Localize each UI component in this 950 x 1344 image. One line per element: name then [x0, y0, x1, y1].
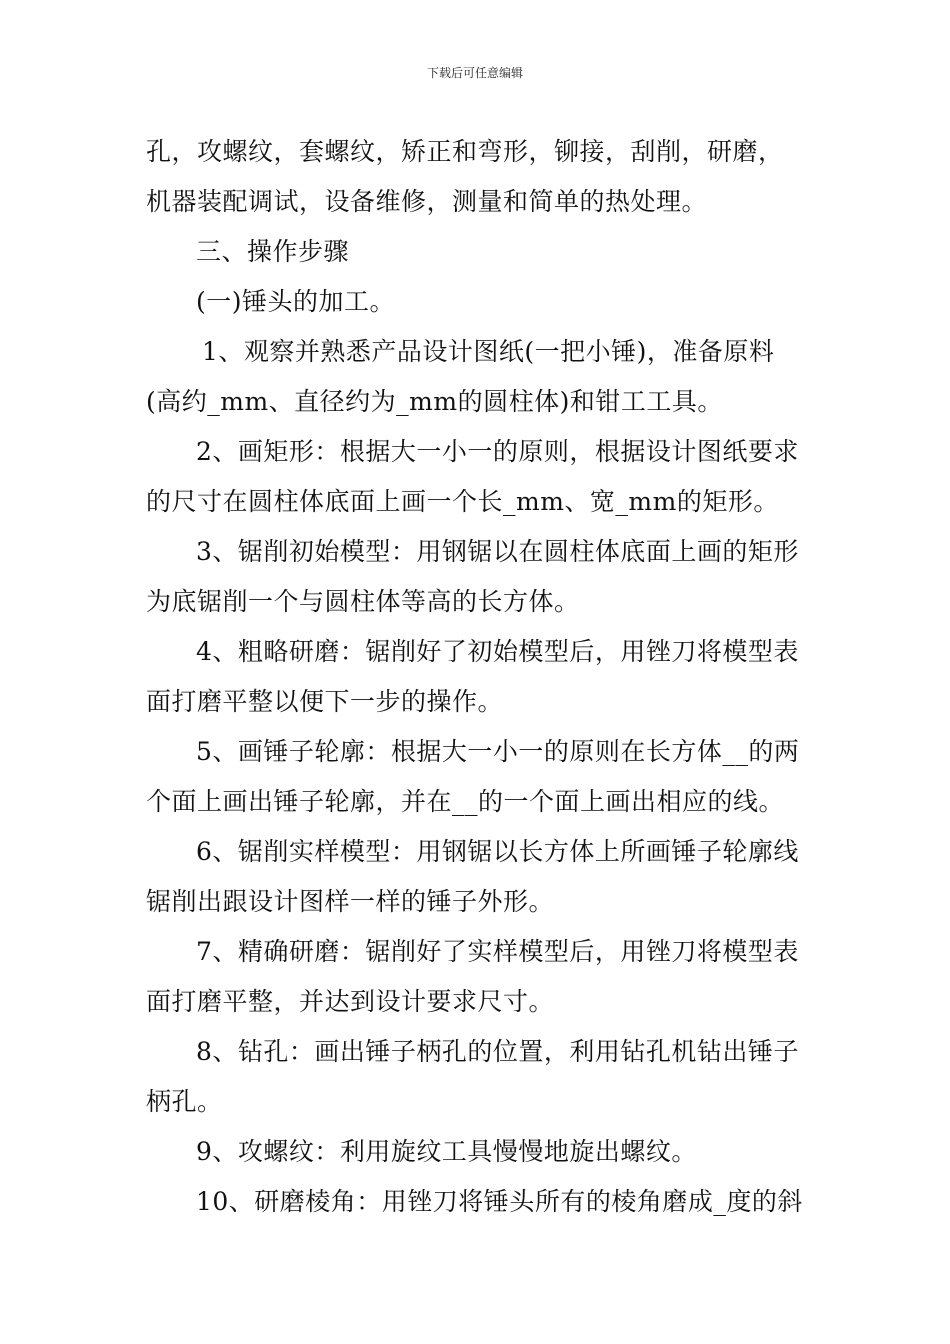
text-line: 1、观察并熟悉产品设计图纸(一把小锤)，准备原料 [202, 337, 775, 366]
text-line: 机器装配调试，设备维修，测量和简单的热处理。 [146, 187, 708, 216]
page-header: 下载后可任意编辑 [426, 66, 523, 80]
text-line: 柄孔。 [146, 1087, 223, 1116]
text-line: 2、画矩形：根据大一小一的原则，根据设计图纸要求 [196, 437, 799, 466]
text-line: 9、攻螺纹：利用旋纹工具慢慢地旋出螺纹。 [196, 1137, 697, 1166]
text-line: 8、钻孔：画出锤子柄孔的位置，利用钻孔机钻出锤子 [196, 1037, 799, 1066]
document-body [146, 127, 811, 1227]
text-line: 为底锯削一个与圆柱体等高的长方体。 [146, 587, 580, 616]
text-line: 锯削出跟设计图样一样的锤子外形。 [146, 887, 555, 916]
text-line: 面打磨平整，并达到设计要求尺寸。 [146, 987, 555, 1016]
text-line: 个面上画出锤子轮廓，并在__的一个面上画出相应的线。 [146, 787, 785, 816]
text-line: 4、粗略研磨：锯削好了初始模型后，用锉刀将模型表 [196, 637, 799, 666]
subsection-heading: (一)锤头的加工。 [196, 287, 396, 316]
section-heading: 三、操作步骤 [196, 237, 350, 266]
text-line: 6、锯削实样模型：用钢锯以长方体上所画锤子轮廓线 [196, 837, 799, 866]
text-line: 7、精确研磨：锯削好了实样模型后，用锉刀将模型表 [196, 937, 799, 966]
text-line: 10、研磨棱角：用锉刀将锤头所有的棱角磨成_度的斜 [196, 1187, 803, 1216]
text-line: (高约_mm、直径约为_mm的圆柱体)和钳工工具。 [146, 387, 723, 416]
text-line: 5、画锤子轮廓：根据大一小一的原则在长方体__的两 [196, 737, 800, 766]
text-line: 3、锯削初始模型：用钢锯以在圆柱体底面上画的矩形 [196, 537, 799, 566]
text-line: 的尺寸在圆柱体底面上画一个长_mm、宽_mm的矩形。 [146, 487, 779, 516]
text-line: 孔，攻螺纹，套螺纹，矫正和弯形，铆接，刮削，研磨， [146, 137, 784, 166]
text-line: 面打磨平整以便下一步的操作。 [146, 687, 504, 716]
